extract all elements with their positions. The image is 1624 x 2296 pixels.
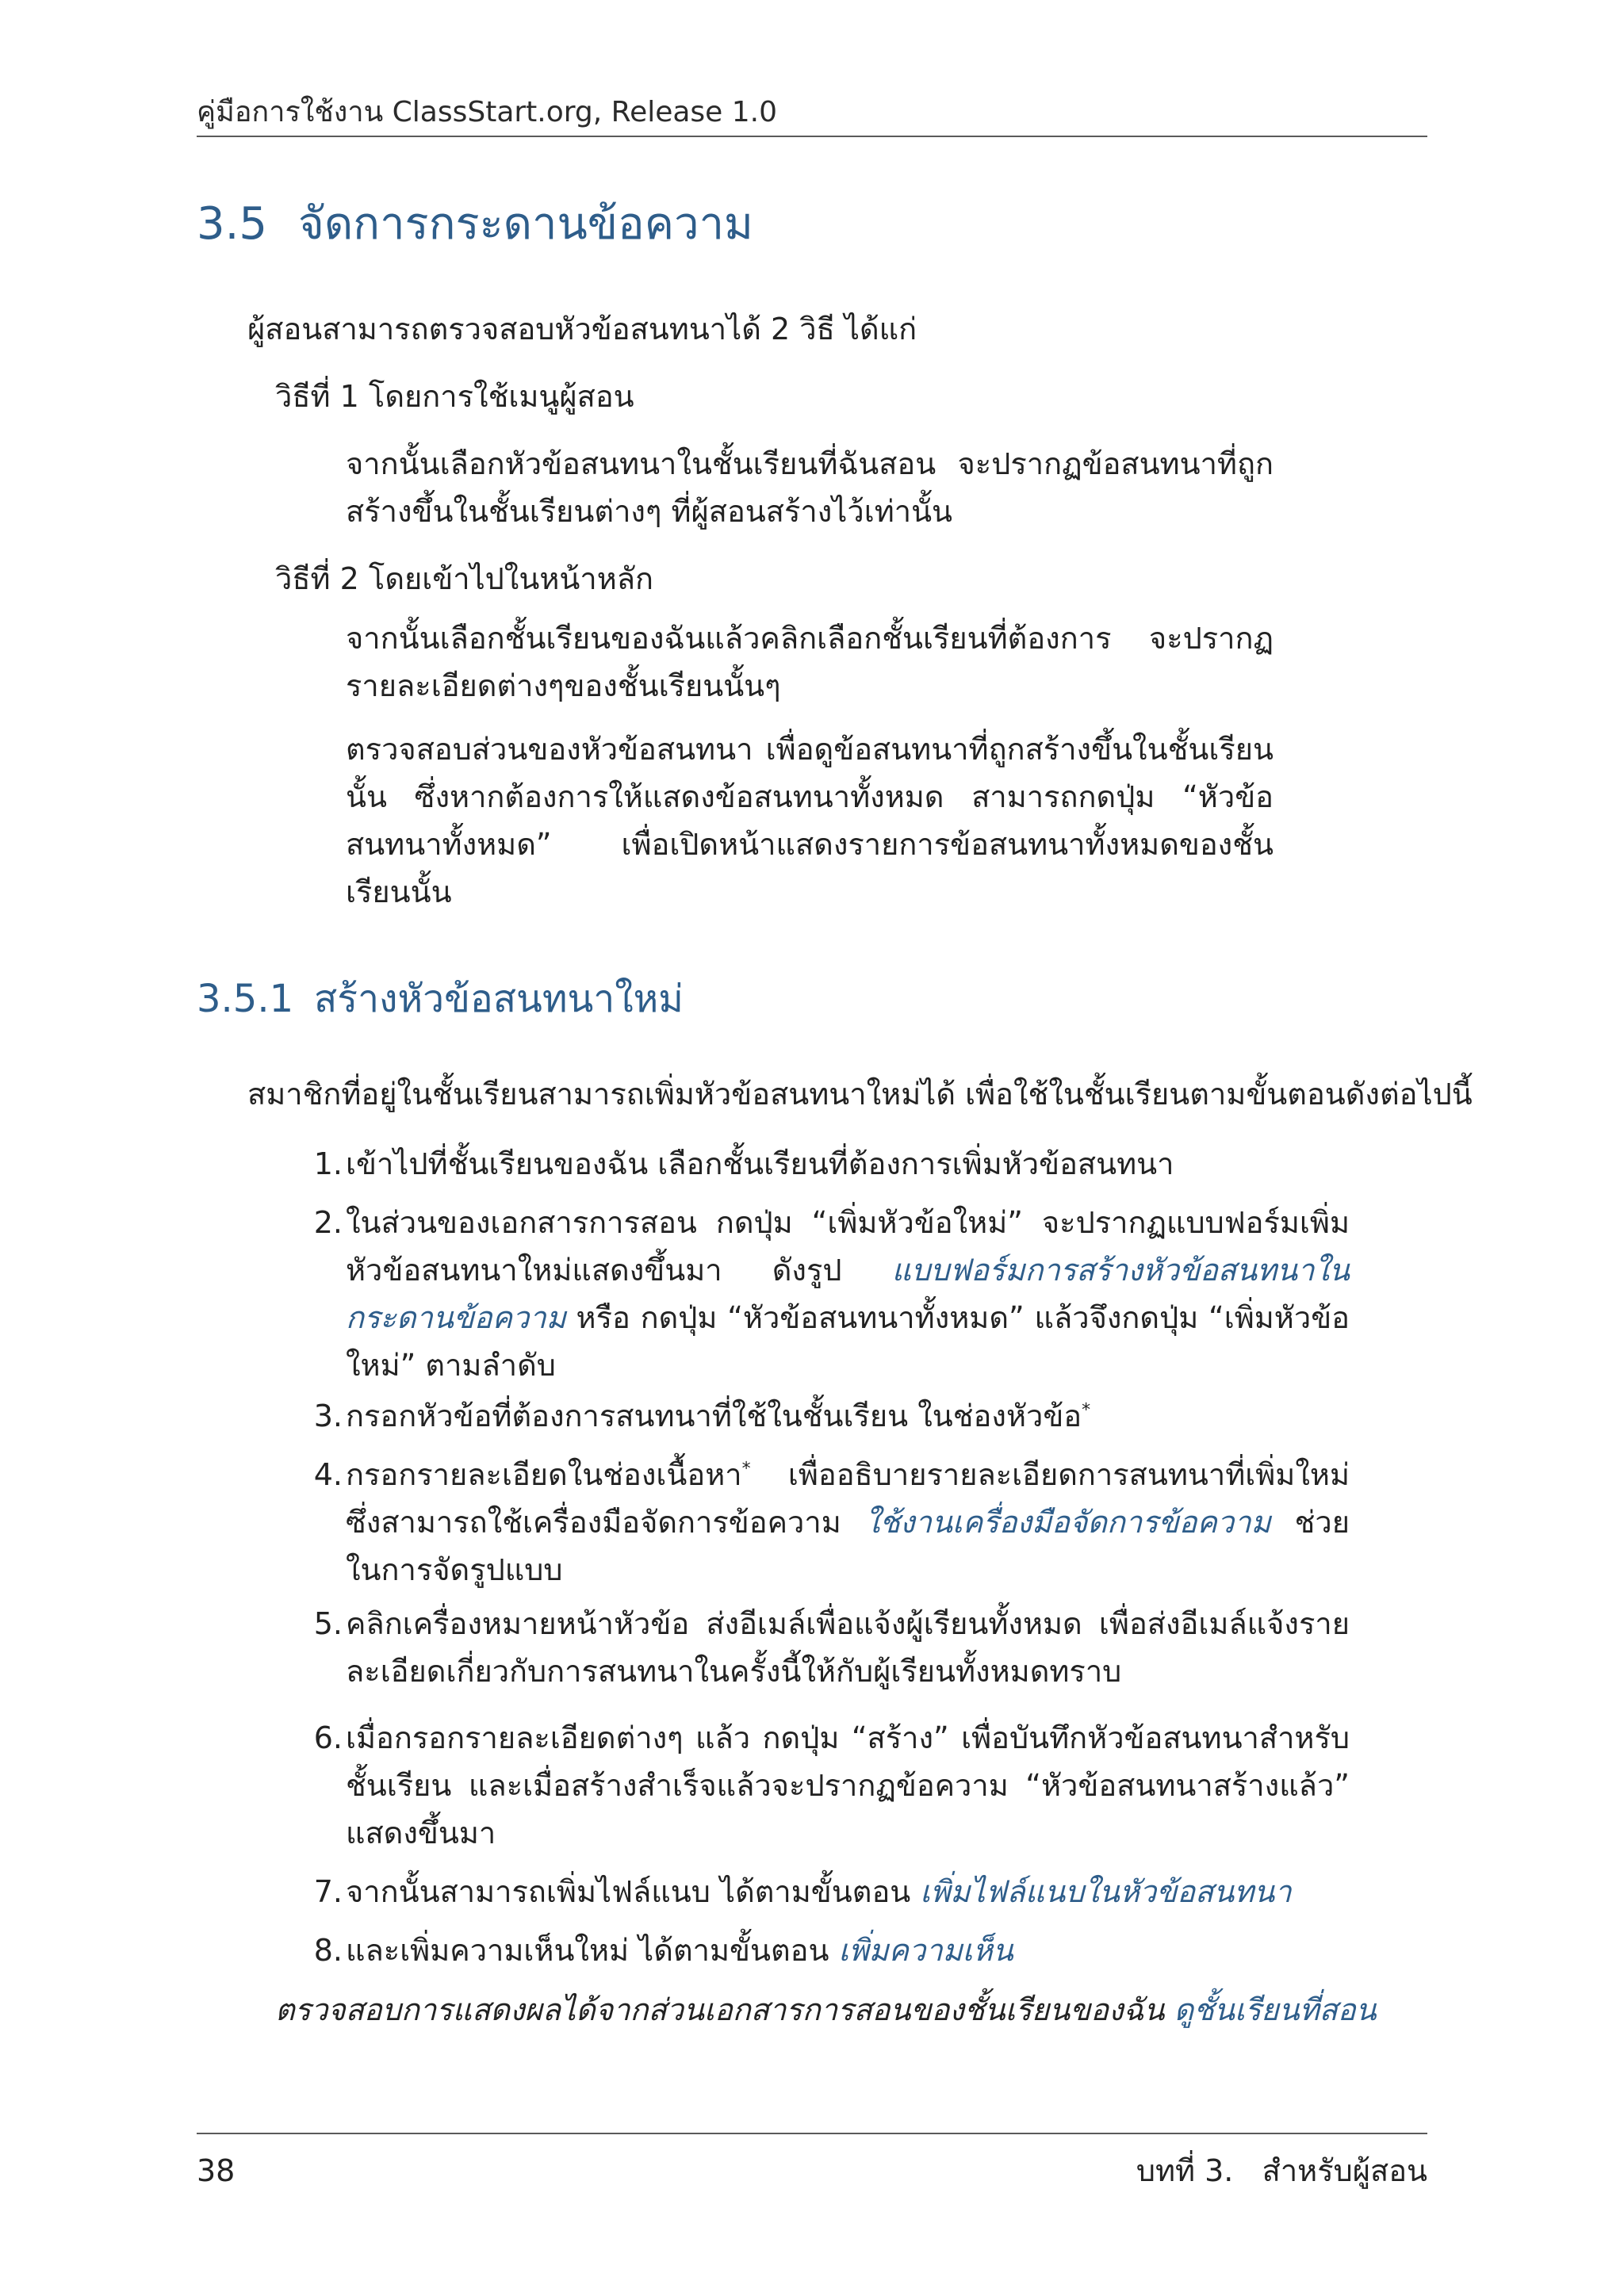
subsection-number: 3.5.1 (197, 977, 294, 1021)
list-item-number: 3. (313, 1399, 343, 1433)
list-item-text-part: จากนั้นสามารถเพิ่มไฟล์แนบ ได้ตามขั้นตอน (346, 1874, 921, 1909)
section-number: 3.5 (197, 198, 268, 250)
required-mark: * (741, 1459, 751, 1479)
list-item-text-part: หรือ กดปุ่ม “หัวข้อสนทนาทั้งหมด” แล้วจึงกดปุ่ม “เพิ่มหัวข้อใหม่” ตามลำดับ (346, 1300, 1350, 1383)
list-item-text (346, 1392, 1350, 1440)
page-number: 38 (197, 2153, 236, 2188)
subsection-heading (197, 973, 684, 1025)
comment-link[interactable]: เพิ่มความเห็น (838, 1933, 1013, 1968)
list-item-text-part: เพื่ออธิบายรายละเอียดการสนทนาที่เพิ่มใหม่ ซึ่งสามารถใช้เครื่องมือจัดการข้อความ (346, 1457, 1350, 1540)
list-item (295, 1451, 1350, 1594)
list-item-text (346, 1927, 1350, 1974)
list-item-number: 4. (313, 1457, 343, 1492)
header-rule (197, 136, 1427, 137)
list-item-text: เข้าไปที่ชั้นเรียนของฉัน เลือกชั้นเรียนที่ต้องการเพิ่มหัวข้อสนทนา (346, 1146, 1174, 1181)
method2-label: วิธีที่ 2 โดยเข้าไปในหน้าหลัก (275, 561, 654, 596)
list-item-text: คลิกเครื่องหมายหน้าหัวข้อ ส่งอีเมล์เพื่อแจ้งผู้เรียนทั้งหมด เพื่อส่งอีเมล์แจ้งรายละเอียดเกี่ยวกับการสนทนาในครั้งนี้ให้กับผู้เรียนทั้งหมดทราบ (346, 1606, 1350, 1689)
list-item (295, 1714, 1350, 1857)
list-item-text-part: กรอกรายละเอียดในช่องเนื้อหา (346, 1457, 742, 1492)
list-item (295, 1600, 1350, 1695)
list-item (295, 1868, 1350, 1915)
list-item-text (346, 1451, 1350, 1594)
section-title: จัดการกระดานข้อความ (298, 198, 753, 250)
list-item (295, 1392, 1350, 1440)
attachment-link[interactable]: เพิ่มไฟล์แนบในหัวข้อสนทนา (920, 1874, 1292, 1909)
list-item-number: 5. (313, 1606, 343, 1641)
list-item-number: 1. (313, 1146, 343, 1181)
figure-link[interactable]: แบบฟอร์มการสร้างหัวข้อสนทนาในกระดานข้อความ (346, 1253, 1350, 1335)
method2-text2: ตรวจสอบส่วนของหัวข้อสนทนา เพื่อดูข้อสนทนาที่ถูกสร้างขึ้นในชั้นเรียนนั้น ซึ่งหากต้องการให้แสดงข้อสนทนาทั้งหมด สามารถกดปุ่ม “หัวข้อสนทนาทั้งหมด” เพื่อเปิดหน้าแสดงรายการข้อสนทนาทั้งหมดของชั้นเรียนนั้น (346, 732, 1274, 909)
note-link[interactable]: ดูชั้นเรียนที่สอน (1174, 1992, 1377, 2027)
list-item (295, 1140, 1350, 1188)
note-text: ตรวจสอบการแสดงผลได้จากส่วนเอกสารการสอนของชั้นเรียนของฉัน (275, 1992, 1174, 2027)
list-item-text: เมื่อกรอกรายละเอียดต่างๆ แล้ว กดปุ่ม “สร้าง” เพื่อบันทึกหัวข้อสนทนาสำหรับชั้นเรียน และเมื่อสร้างสำเร็จแล้วจะปรากฏข้อความ “หัวข้อสนทนาสร้างแล้ว” แสดงขึ้นมา (346, 1720, 1350, 1850)
list-item-text-part: และเพิ่มความเห็นใหม่ ได้ตามขั้นตอน (346, 1933, 839, 1968)
list-item-text-part: ช่วยในการจัดรูปแบบ (346, 1505, 1350, 1587)
required-mark: * (1082, 1400, 1091, 1421)
section-intro: ผู้สอนสามารถตรวจสอบหัวข้อสนทนาได้ 2 วิธี ได้แก่ (247, 312, 917, 346)
running-header: คู่มือการใช้งาน ClassStart.org, Release 1.0 (197, 96, 778, 128)
subsection-intro: สมาชิกที่อยู่ในชั้นเรียนสามารถเพิ่มหัวข้อสนทนาใหม่ได้ เพื่อใช้ในชั้นเรียนตามขั้นตอนดังต่อไปนี้ (247, 1077, 1473, 1112)
footer-rule (197, 2133, 1427, 2134)
chapter-label: บทที่ 3. สำหรับผู้สอน (1136, 2153, 1427, 2188)
list-item (295, 1199, 1350, 1389)
list-item-number: 7. (313, 1874, 343, 1909)
list-item-text-part: ในส่วนของเอกสารการสอน กดปุ่ม “เพิ่มหัวข้อใหม่” จะปรากฏแบบฟอร์มเพิ่มหัวข้อสนทนาใหม่แสดงขึ้นมา ดังรูป (346, 1205, 1350, 1288)
tools-link[interactable]: ใช้งานเครื่องมือจัดการข้อความ (864, 1505, 1271, 1540)
list-item-number: 8. (313, 1933, 343, 1968)
list-item-text (346, 1199, 1350, 1389)
method1-text: จากนั้นเลือกหัวข้อสนทนาในชั้นเรียนที่ฉันสอน จะปรากฏข้อสนทนาที่ถูกสร้างขึ้นในชั้นเรียนต่างๆ ที่ผู้สอนสร้างไว้เท่านั้น (346, 446, 1274, 529)
subsection-title: สร้างหัวข้อสนทนาใหม่ (314, 977, 684, 1021)
list-item-number: 2. (313, 1205, 343, 1240)
list-item-text-part: กรอกหัวข้อที่ต้องการสนทนาที่ใช้ในชั้นเรียน ในช่องหัวข้อ (346, 1399, 1082, 1433)
list-item (295, 1927, 1350, 1974)
list-item-number: 6. (313, 1720, 343, 1755)
section-heading (197, 194, 753, 254)
method1-label: วิธีที่ 1 โดยการใช้เมนูผู้สอน (275, 379, 634, 414)
list-item-text (346, 1868, 1350, 1915)
note-line (275, 1986, 1377, 2034)
method2-text1: จากนั้นเลือกชั้นเรียนของฉันแล้วคลิกเลือกชั้นเรียนที่ต้องการ จะปรากฏรายละเอียดต่างๆของชั้นเรียนนั้นๆ (346, 621, 1274, 703)
